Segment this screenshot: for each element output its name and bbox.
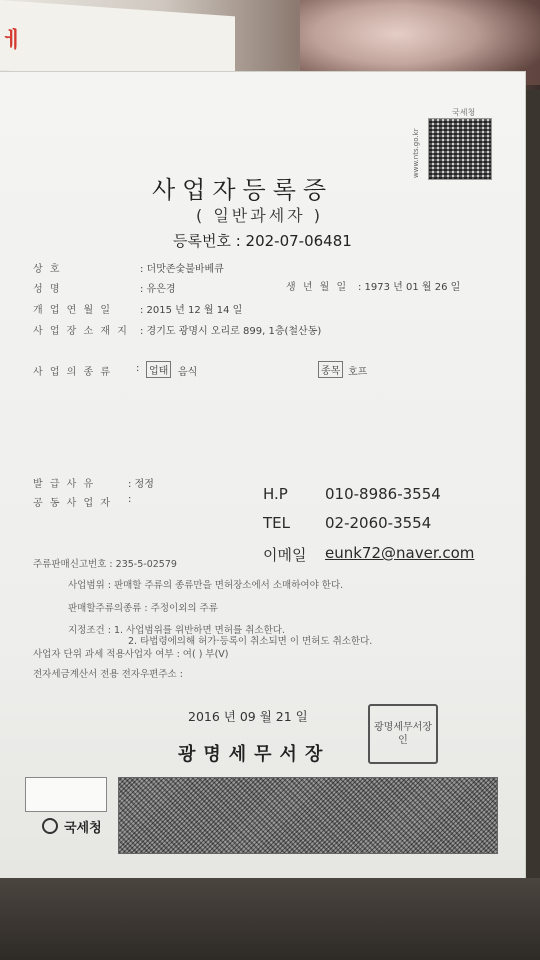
- email-label: 이메일: [263, 546, 307, 564]
- liquor-kinds: 판매할주류의종류 : 주정이외의 주류: [68, 603, 218, 614]
- flyer-mark: ㅔ: [2, 27, 24, 54]
- blank-box: [25, 777, 107, 812]
- issue-reason-value: : 정정: [128, 479, 154, 490]
- liquor-condition-1: 지정조건 : 1. 사업범위를 위반하면 면허를 취소한다.: [68, 625, 285, 636]
- e-invoice-email: 전자세금계산서 전용 전자우편주소 :: [33, 669, 183, 680]
- qr-code: [428, 118, 492, 180]
- owner-name-value: : 유은경: [140, 284, 176, 295]
- address-value: : 경기도 광명시 오리로 899, 1층(철산동): [140, 326, 322, 337]
- tax-office-name: 광명세무서장: [178, 744, 331, 765]
- co-owner-label: 공 동 사 업 자: [33, 498, 113, 509]
- qr-url: www.nts.go.kr: [412, 128, 420, 178]
- trade-name-value: : 더맛존숯불바베큐: [140, 264, 224, 275]
- item-value: 호프: [348, 367, 368, 378]
- issue-reason-label: 발 급 사 유: [33, 479, 96, 490]
- birth-label: 생 년 월 일: [286, 282, 349, 293]
- document-subtitle: ( 일반과세자 ): [196, 206, 323, 225]
- background-bottom: [0, 878, 540, 960]
- item-tag: 종목: [318, 361, 343, 378]
- tel-value: 02-2060-3554: [325, 514, 432, 532]
- trade-name-label: 상 호: [33, 264, 62, 275]
- business-type-colon: :: [136, 363, 140, 374]
- address-label: 사 업 장 소 재 지: [33, 326, 129, 337]
- email-value: eunk72@naver.com: [325, 544, 475, 562]
- registration-number: 등록번호 : 202-07-06481: [173, 232, 352, 250]
- co-owner-value: :: [128, 494, 132, 505]
- official-seal: 광명세무서장인: [368, 704, 438, 764]
- liquor-condition-2: 2. 타법령에의해 허가·등록이 취소되면 이 면허도 취소한다.: [128, 636, 373, 647]
- redacted-area: [118, 777, 498, 854]
- tel-label: TEL: [263, 514, 290, 532]
- open-date-label: 개 업 연 월 일: [33, 305, 113, 316]
- nts-logo-text: 국세청: [64, 821, 102, 836]
- hp-value: 010-8986-3554: [325, 485, 441, 503]
- unit-tax-status: 사업자 단위 과세 적용사업자 여부 : 여( ) 부(V): [33, 649, 229, 660]
- category-tag: 업태: [146, 361, 171, 378]
- issue-date: 2016 년 09 월 21 일: [188, 709, 308, 724]
- business-type-label: 사 업 의 종 류: [33, 367, 113, 378]
- nts-logo-icon: [42, 818, 58, 834]
- hp-label: H.P: [263, 485, 288, 503]
- liquor-scope: 사업범위 : 판매할 주류의 종류만을 면허장소에서 소매하여야 한다.: [68, 580, 344, 591]
- birth-value: : 1973 년 01 월 26 일: [358, 282, 461, 293]
- owner-name-label: 성 명: [33, 284, 62, 295]
- category-value: 음식: [178, 367, 198, 378]
- liquor-report-number: 주류판매신고번호 : 235-5-02579: [33, 559, 177, 570]
- open-date-value: : 2015 년 12 월 14 일: [140, 305, 243, 316]
- qr-label: 국세청: [452, 108, 476, 117]
- document-title: 사업자등록증: [152, 176, 334, 204]
